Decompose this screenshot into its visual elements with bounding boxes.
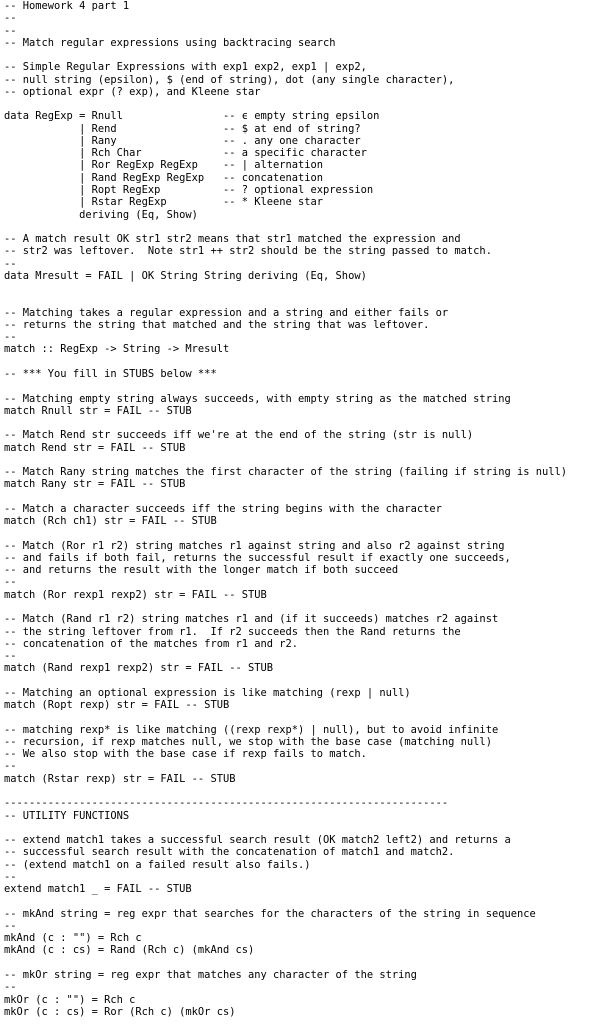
code-line: | Rend -- $ at end of string? [4,122,361,135]
code-line: | Rany -- . any one character [4,134,361,147]
code-line: mkAnd (c : cs) = Rand (Rch c) (mkAnd cs) [4,944,255,957]
code-line: -- (extend match1 on a failed result also fails.) [4,858,311,871]
code-line: -- returns the string that matched and the string that was leftover. [4,318,430,331]
code-line: deriving (Eq, Show) [4,208,198,221]
code-line: | Rand RegExp RegExp -- concatenation [4,171,324,184]
code-line: -- Simple Regular Expressions with exp1 exp2, exp1 | exp2, [4,61,367,74]
code-line [4,380,605,392]
code-line: | Rstar RegExp -- * Kleene star [4,196,324,209]
code-line: mkOr (c : cs) = Ror (Rch c) (mkOr cs) [4,1005,236,1018]
code-line: match (Ropt rexp) str = FAIL -- STUB [4,699,230,712]
code-line [4,527,605,539]
code-line [4,417,605,429]
code-line: -- Match (Ror r1 r2) string matches r1 against string and also r2 against string [4,539,505,552]
code-line: -- [4,981,17,994]
code-line: -- [4,870,17,883]
code-line [4,675,605,687]
code-line [4,282,605,294]
code-line: -- Matching empty string always succeeds, with empty string as the matched string [4,392,511,405]
code-line: match (Rand rexp1 rexp2) str = FAIL -- STUB [4,662,273,675]
code-line: -- [4,576,17,589]
code-line: -- [4,12,17,25]
code-line [4,491,605,503]
code-line: -- Matching an optional expression is like matching (rexp | null) [4,686,411,699]
code-line: -- Homework 4 part 1 [4,0,130,12]
code-line: -- Matching takes a regular expression and a string and either fails or [4,306,449,319]
code-line: -- [4,760,17,773]
code-line: mkAnd (c : "") = Rch c [4,932,142,945]
code-line [4,711,605,723]
code-line [4,221,605,233]
code-line [4,98,605,110]
code-line: -- the string leftover from r1. If r2 succeeds then the Rand returns the [4,625,461,638]
code-line: -- concatenation of the matches from r1 and r2. [4,637,299,650]
code-line: -- str2 was leftover. Note str1 ++ str2 should be the string passed to match. [4,245,492,258]
code-line: -- extend match1 takes a successful search result (OK match2 left2) and returns a [4,834,511,847]
code-line: | Rch Char -- a specific character [4,147,367,160]
code-line: match Rnull str = FAIL -- STUB [4,404,192,417]
code-line: -- Match Rany string matches the first character of the string (failing if string is null) [4,466,568,479]
code-line: -- [4,331,17,344]
code-line: -- [4,919,17,932]
code-line [4,294,605,306]
code-line: match (Rch ch1) str = FAIL -- STUB [4,515,217,528]
code-line: -- null string (epsilon), $ (end of string), dot (any single character), [4,73,455,86]
code-line: extend match1 _ = FAIL -- STUB [4,883,192,896]
code-line: -- successful search result with the concatenation of match1 and match2. [4,846,455,859]
code-line: -- and fails if both fail, returns the successful result if exactly one succeeds, [4,551,511,564]
code-line: -- optional expr (? exp), and Kleene star [4,85,261,98]
code-line: -- matching rexp* is like matching ((rexp rexp*) | null), but to avoid infinite [4,723,499,736]
code-line: data Mresult = FAIL | OK String String deriving (Eq, Show) [4,269,367,282]
code-line: -- and returns the result with the longer match if both succeed [4,564,399,577]
code-line: -- recursion, if rexp matches null, we stop with the base case (matching null) [4,735,492,748]
code-line [4,454,605,466]
code-line: -- Match Rend str succeeds iff we're at the end of the string (str is null) [4,429,474,442]
code-line [4,895,605,907]
code-line [4,49,605,61]
code-line: -- Match a character succeeds iff the string begins with the character [4,502,442,515]
code-line: -- *** You fill in STUBS below *** [4,367,217,380]
code-line: -- [4,24,17,37]
code-line: | Ropt RegExp -- ? optional expression [4,183,374,196]
code-line: -- mkOr string = reg expr that matches any character of the string [4,968,417,981]
code-line: -- [4,257,17,270]
code-line: -- A match result OK str1 str2 means that str1 matched the expression and [4,233,461,246]
code-line: -- mkAnd string = reg expr that searches for the characters of the string in sequence [4,907,536,920]
code-line: match (Ror rexp1 rexp2) str = FAIL -- STUB [4,588,267,601]
code-line [4,785,605,797]
code-line [4,601,605,613]
code-line [4,957,605,969]
code-line: ----------------------------------------------------------------------- [4,797,449,810]
code-line [4,822,605,834]
code-line [4,356,605,368]
code-line: match :: RegExp -> String -> Mresult [4,343,230,356]
code-line: -- Match regular expressions using backtracing search [4,36,336,49]
code-line: match Rend str = FAIL -- STUB [4,441,186,454]
code-line: -- [4,650,17,663]
code-line: -- Match (Rand r1 r2) string matches r1 and (if it succeeds) matches r2 against [4,613,499,626]
code-line: -- UTILITY FUNCTIONS [4,809,130,822]
code-line: match Rany str = FAIL -- STUB [4,478,186,491]
code-line: data RegExp = Rnull -- ϵ empty string epsilon [4,110,380,123]
code-line: match (Rstar rexp) str = FAIL -- STUB [4,772,236,785]
code-line: -- We also stop with the base case if rexp fails to match. [4,748,367,761]
code-line: mkOr (c : "") = Rch c [4,993,136,1006]
code-line: | Ror RegExp RegExp -- | alternation [4,159,324,172]
